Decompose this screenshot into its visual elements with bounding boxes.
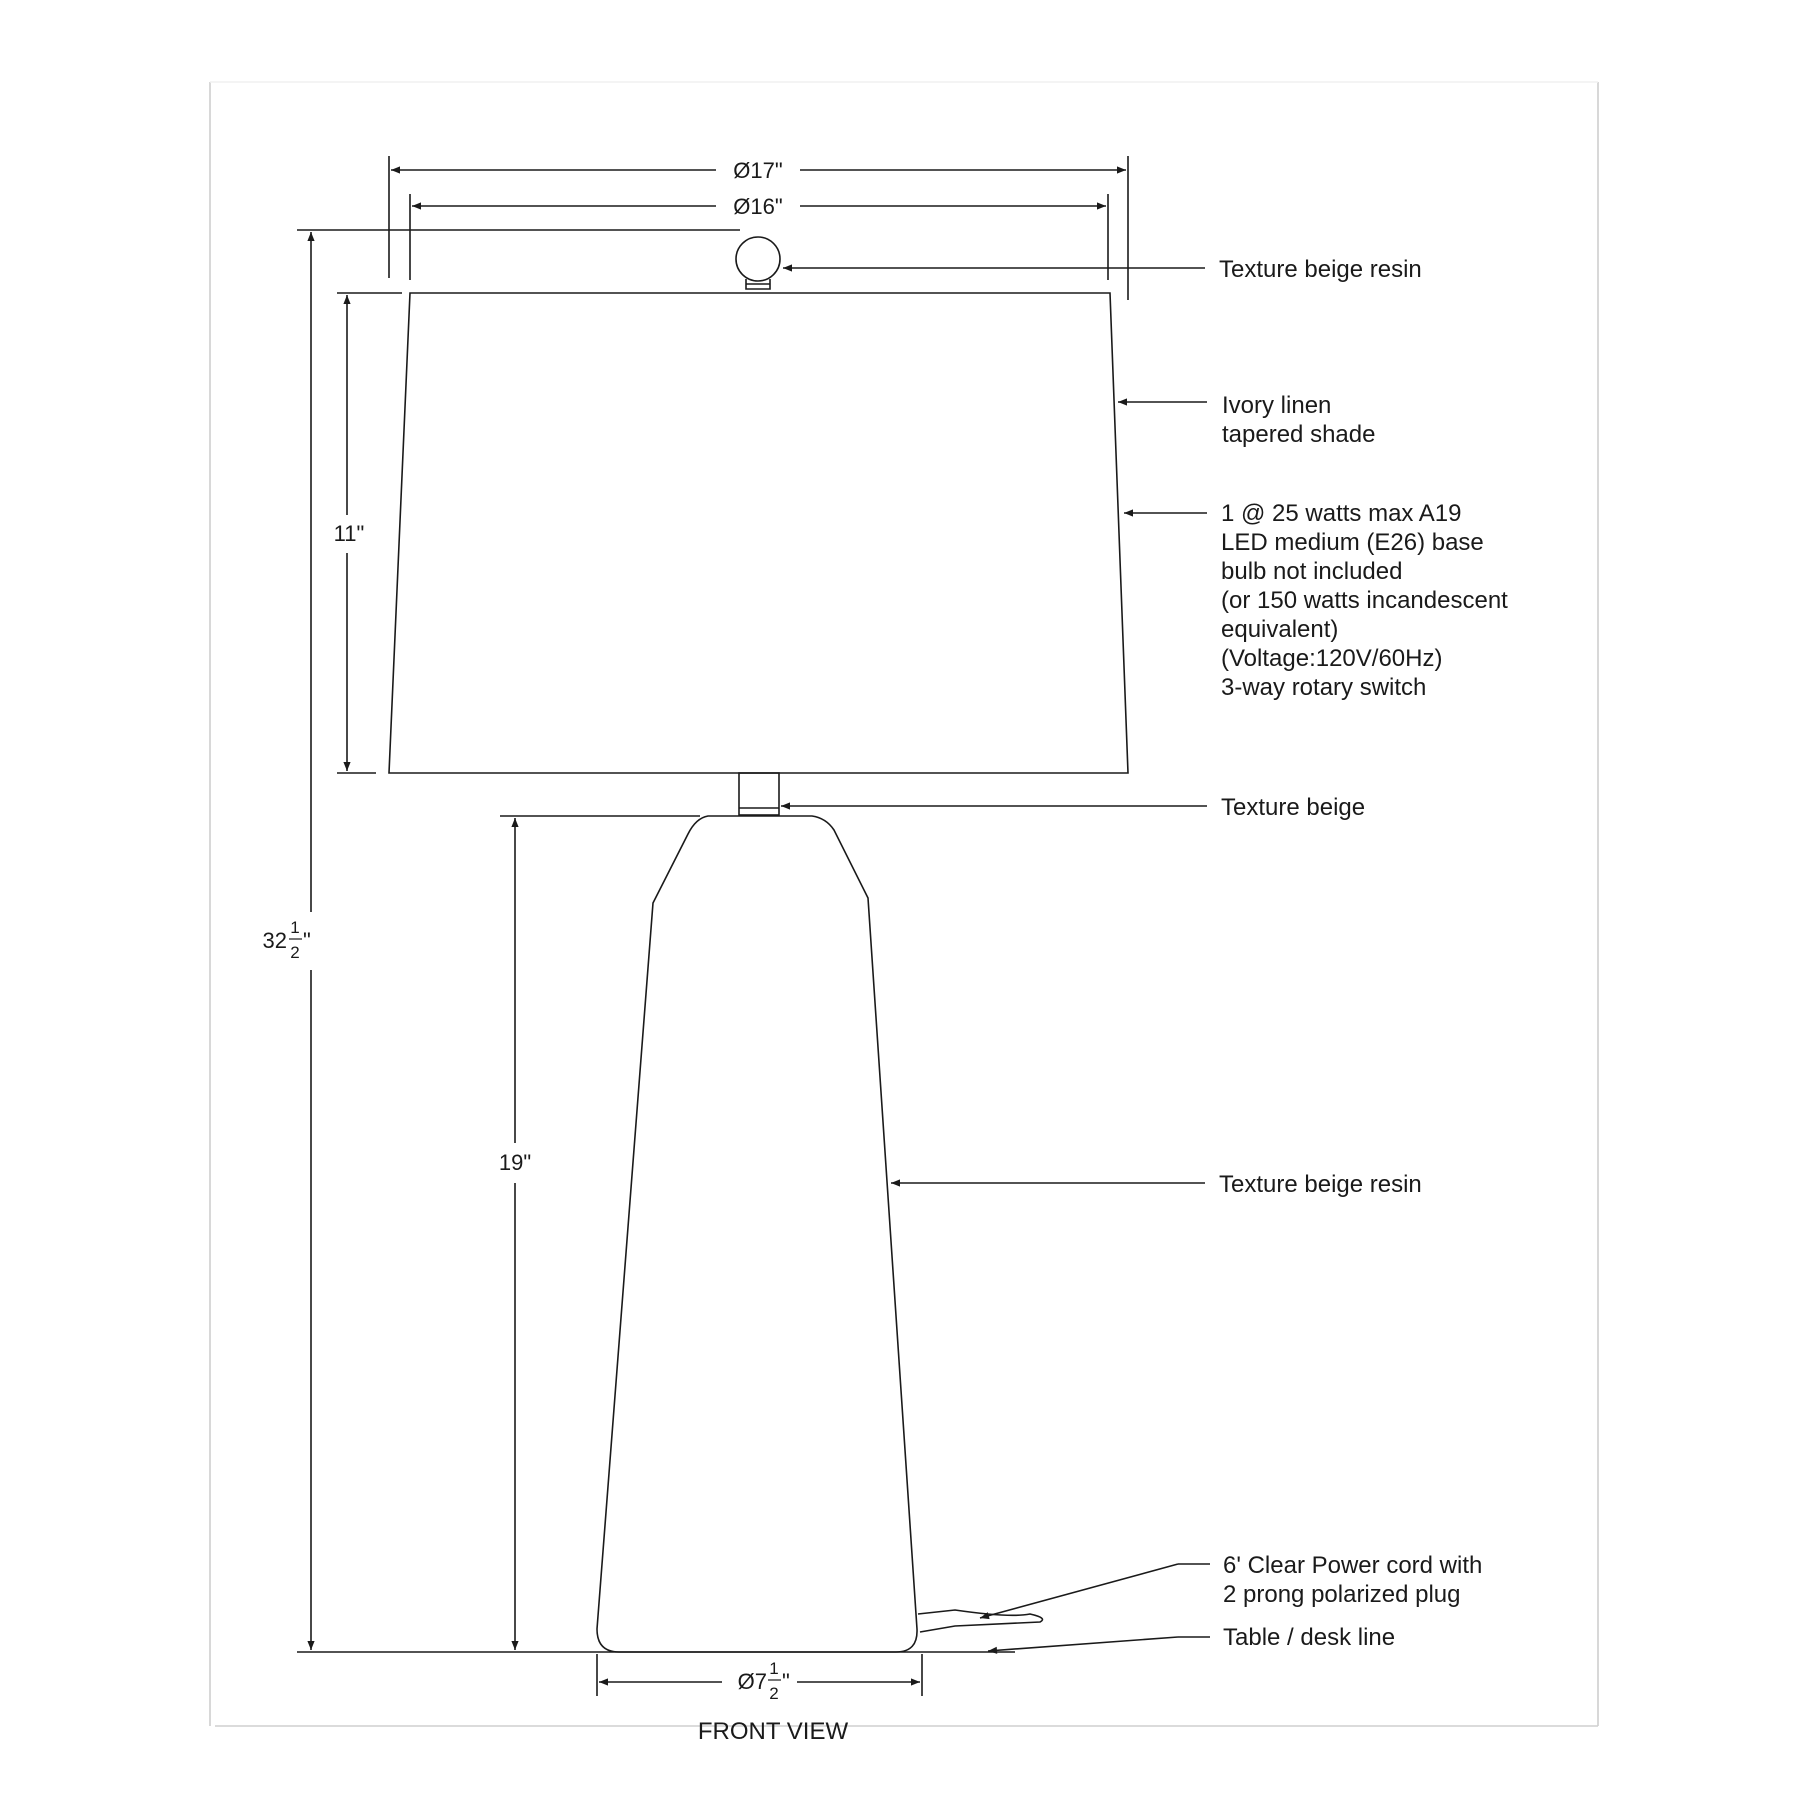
svg-text:2: 2	[769, 1684, 779, 1703]
view-label: FRONT VIEW	[697, 1718, 849, 1745]
dim-overall-height	[263, 918, 311, 962]
svg-text:Ø7: Ø7	[737, 1669, 767, 1694]
lamp-neck	[739, 773, 779, 815]
lamp-body	[597, 816, 917, 1652]
callout-bulb: 1 @ 25 watts max A19 LED medium (E26) base bulb not included (or 150 watts incandescent equivalent) (Voltage:120V/60Hz) 3-way rotary switch	[1221, 500, 1508, 701]
dim-shade-height: 11"	[333, 521, 365, 546]
callout-cord: 6' Clear Power cord with 2 prong polarized plug	[1223, 1552, 1483, 1608]
callout-leaders	[781, 268, 1210, 1651]
dim-shade-inner-diameter: Ø16"	[733, 194, 783, 219]
power-cord	[918, 1610, 1042, 1632]
svg-text:1: 1	[769, 1659, 779, 1678]
callout-table: Table / desk line	[1223, 1624, 1396, 1651]
callout-body: Texture beige resin	[1219, 1171, 1422, 1198]
dim-shade-outer-diameter: Ø17"	[733, 158, 783, 183]
svg-text:32: 32	[262, 928, 287, 953]
lamp-illustration	[297, 237, 1128, 1652]
dimension-lines	[297, 156, 1128, 1696]
svg-text:1: 1	[290, 918, 300, 937]
dim-base-diameter	[738, 1659, 790, 1703]
callout-finial: Texture beige resin	[1219, 256, 1422, 283]
callout-shade: Ivory linen tapered shade	[1222, 392, 1376, 448]
svg-text:": "	[782, 1669, 790, 1694]
svg-text:": "	[303, 928, 311, 953]
drawing-frame	[210, 82, 1598, 1726]
finial	[736, 237, 780, 289]
dim-base-height: 19"	[498, 1150, 532, 1175]
callout-neck: Texture beige	[1221, 794, 1366, 821]
svg-text:2: 2	[290, 943, 300, 962]
lamp-shade	[389, 293, 1128, 773]
